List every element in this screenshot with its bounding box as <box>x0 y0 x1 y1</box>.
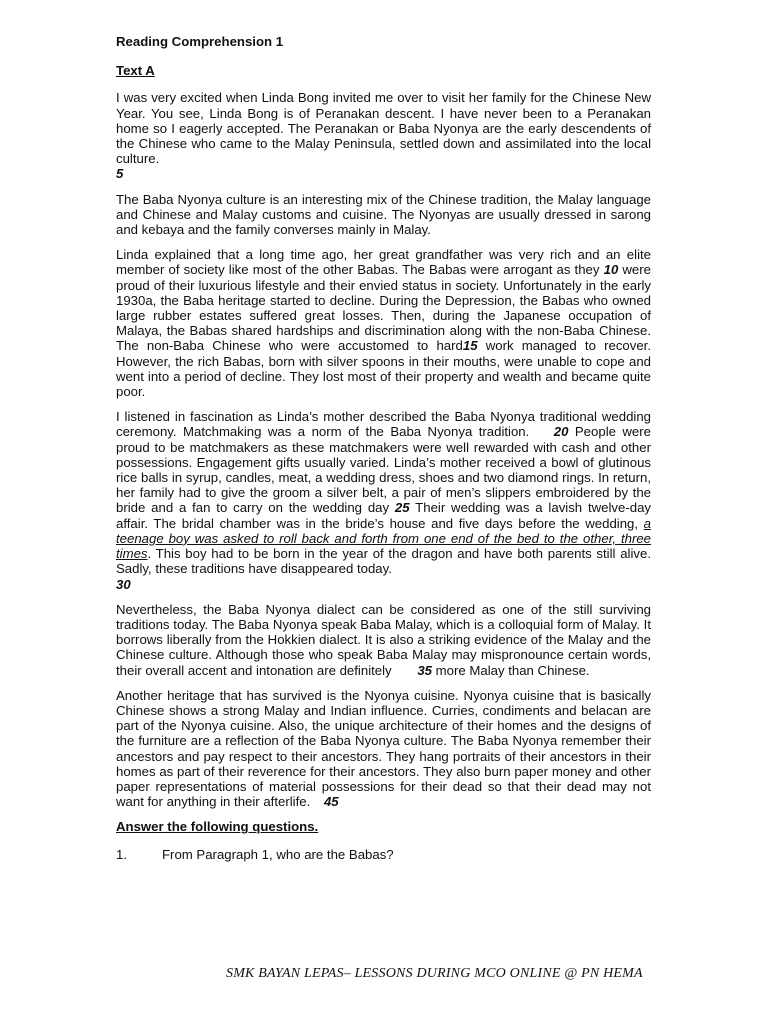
line-number-45: 45 <box>323 794 339 810</box>
line-number-5: 5 <box>116 166 124 182</box>
paragraph-3-text-b: were proud of their luxurious lifestyle and their envied status in society. Unfortunately in the early 1930a, the Baba heritage started to decline. During the Depression, the Babas who owned large rubber estates suffered great losses. Then, during the Japanese occupation of Malaya, the Babas shared hardships and discrimination along with the non-Baba Chinese. The non-Baba Chinese who were accustomed to hard <box>116 262 651 354</box>
questions-heading: Answer the following questions. <box>116 819 319 835</box>
paragraph-5-text-a: Nevertheless, the Baba Nyonya dialect can be considered as one of the still surviving traditions today. The Baba Nyonya speak Baba Malay, which is a colloquial form of Malay. It borrows liberally from the Hokkien dialect. It is also a striking evidence of the Malay and the Chinese culture. Although those who speak Baba Malay may mispronounce certain words, their overall accent and intonation are definitely <box>116 601 651 678</box>
page-footer: SMK BAYAN LEPAS– LESSONS DURING MCO ONLINE @ PN HEMA <box>226 966 643 981</box>
paragraph-4 <box>116 409 651 591</box>
paragraph-4-text-a: I listened in fascination as Linda’s mother described the Baba Nyonya traditional wedding ceremony. Matchmaking was a norm of the Baba Nyonya tradition. <box>116 409 651 440</box>
text-label: Text A <box>116 63 155 79</box>
paragraph-5-text-b: more Malay than Chinese. <box>435 662 590 678</box>
paragraph-4-text-d: . This boy had to be born in the year of the dragon and have both parents still alive. Sadly, these traditions have disappeared today. <box>116 546 651 577</box>
line-number-25: 25 <box>394 500 410 516</box>
underlined-phrase: a teenage boy was asked to roll back and forth from one end of the bed to the other, three times <box>116 515 651 562</box>
paragraph-1-text: I was very excited when Linda Bong invited me over to visit her family for the Chinese New Year. You see, Linda Bong is of Peranakan descent. I have never been to a Peranakan home so I eagerly accepted. The Peranakan or Baba Nyonya are the early descendents of the Chinese who came to the Malay Peninsula, settled down and assimilated into the local culture. <box>116 90 651 167</box>
document-body <box>116 34 651 862</box>
line-number-35: 35 <box>417 662 432 678</box>
paragraph-2-text: The Baba Nyonya culture is an interesting mix of the Chinese tradition, the Malay language and Chinese and Malay customs and cuisine. The Nyonyas are usually dressed in sarong and kebaya and the family converses mainly in Malay. <box>116 191 651 238</box>
paragraph-3-text-a: Linda explained that a long time ago, her great grandfather was very rich and an elite member of society like most of the other Babas. The Babas were arrogant as they <box>116 247 651 278</box>
paragraph-4-text-c: Their wedding was a lavish twelve-day affair. The bridal chamber was in the bride’s house and five days before the wedding, <box>116 500 651 531</box>
paragraph-2 <box>116 192 651 238</box>
paragraph-5 <box>116 602 651 678</box>
paragraph-6-text: Another heritage that has survived is the Nyonya cuisine. Nyonya cuisine that is basically Chinese shows a strong Malay and Indian influence. Curries, condiments and belacan are part of the Nyonya cuisine. Also, the unique architecture of their homes and the designs of the furniture are a reflection of the Baba Nyonya culture. The Baba Nyonya remember their ancestors and pay respect to their ancestors. They hang portraits of their ancestors in their homes as part of their reverence for their ancestors. They also burn paper money and other paper representations of material possessions for their dead so that their dead may not want for anything in their afterlife. <box>116 687 651 810</box>
paragraph-3 <box>116 247 651 399</box>
question-item <box>116 847 651 862</box>
line-number-15: 15 <box>462 338 478 354</box>
line-number-20: 20 <box>553 424 569 440</box>
paragraph-4-text-b: People were proud to be matchmakers as these matchmakers were well rewarded with cash and other possessions. Engagement gifts usually varied. Linda’s mother received a bowl of glutinous rice balls in syrup, candles, meat, a wedding dress, shoes and two diamond rings. In return, her family had to give the groom a silver belt, a pair of men’s slippers embroidered by the bride and a fan to carry on the wedding day <box>116 424 651 516</box>
paragraph-3-text-c: work managed to recover. However, the rich Babas, born with silver spoons in their mouths, were unable to cope and went into a period of decline. They lost most of their property and wealth and became quite poor. <box>116 338 652 400</box>
question-text: From Paragraph 1, who are the Babas? <box>162 846 394 862</box>
line-number-30: 30 <box>116 576 131 592</box>
line-number-10: 10 <box>603 262 619 278</box>
document-title: Reading Comprehension 1 <box>116 34 284 49</box>
question-number: 1. <box>116 846 127 862</box>
paragraph-6 <box>116 688 651 810</box>
paragraph-1 <box>116 90 651 181</box>
